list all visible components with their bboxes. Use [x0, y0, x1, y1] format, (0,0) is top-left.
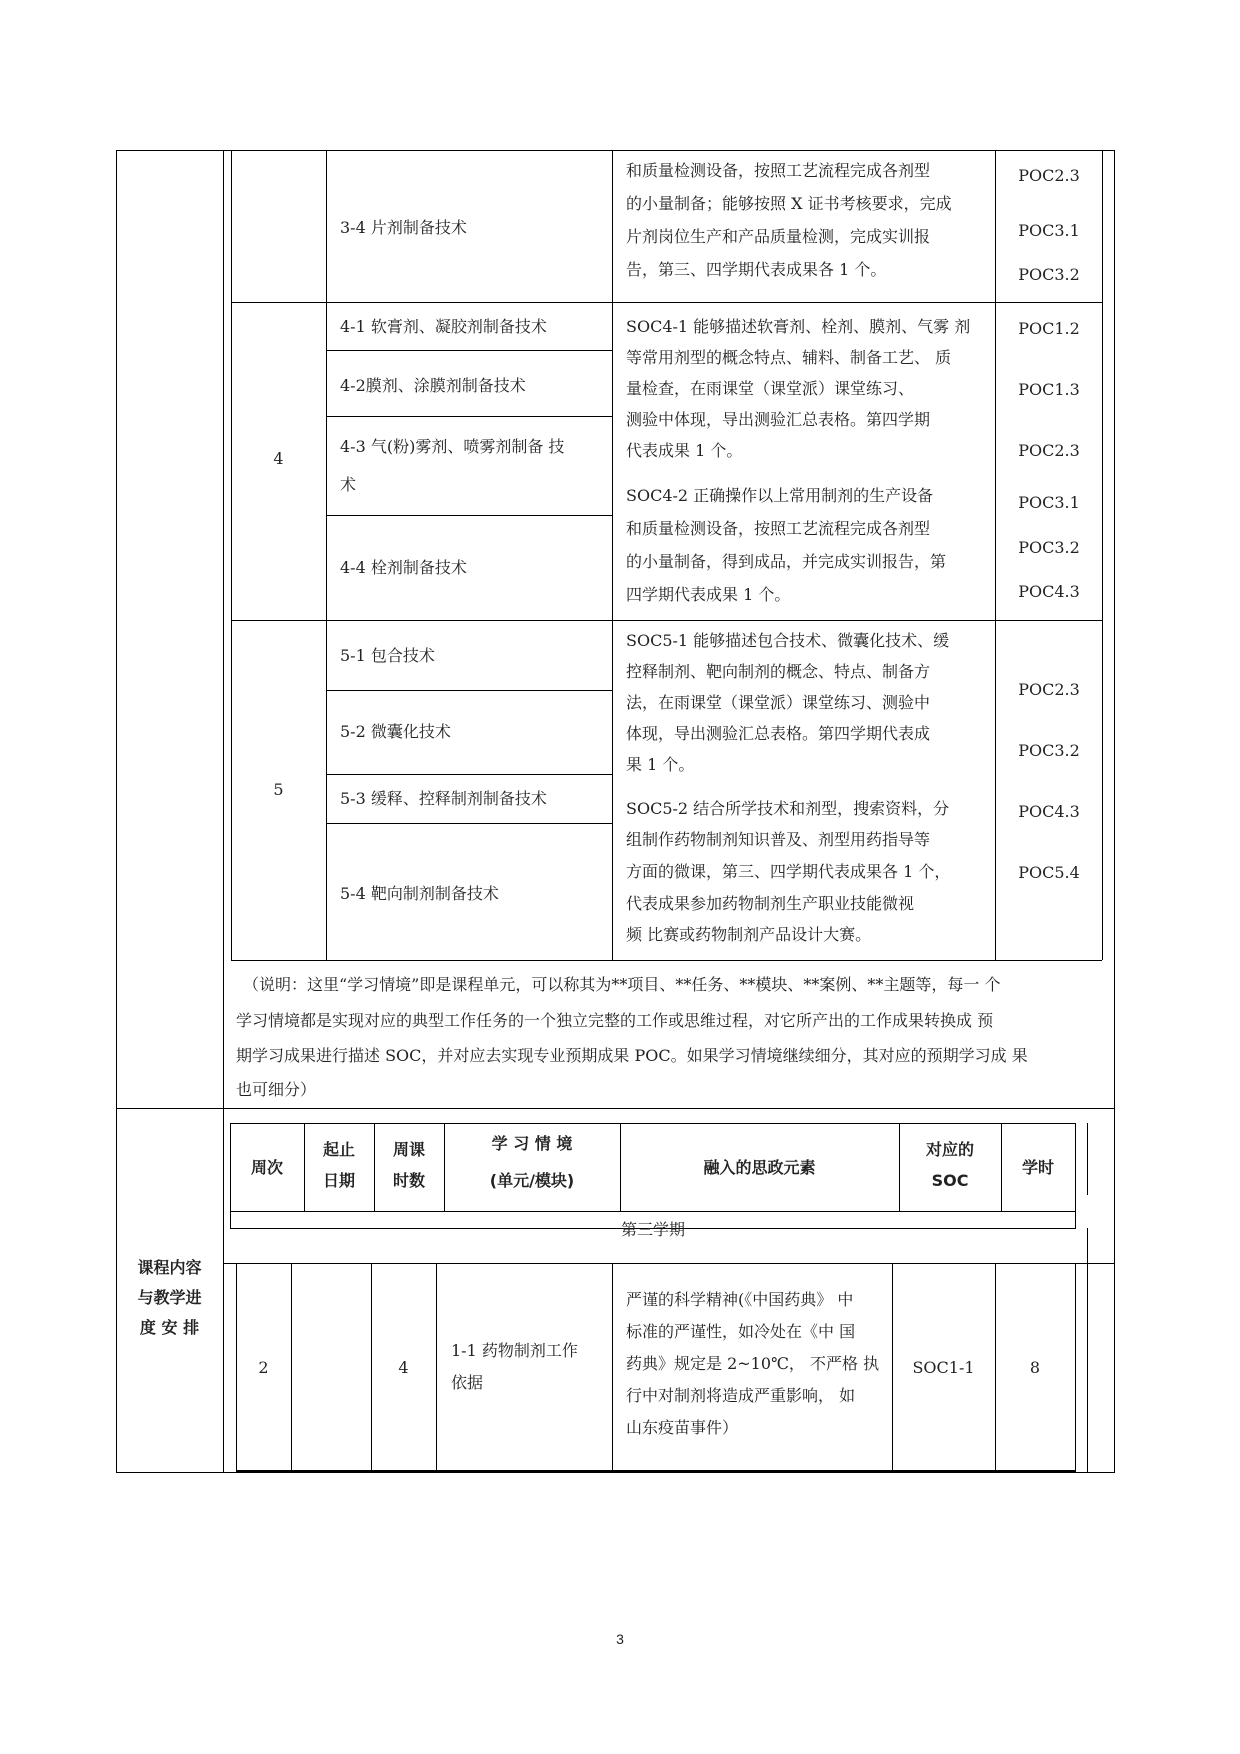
unit-4-3: 4-3 气(粉)雾剂、喷雾剂制备 技	[340, 437, 565, 456]
header-hours-per-week-2: 时数	[392, 1171, 425, 1190]
poc-item: POC3.2	[1018, 265, 1080, 284]
note-line: （说明：这里“学习情境”即是课程单元，可以称其为**项目、**任务、**模块、**案例、**主题等，每一 个	[243, 975, 1001, 994]
soc-line: 的小量制备，得到成品，并完成实训报告，第	[626, 552, 947, 571]
soc-line: 量检查，在雨课堂（课堂派）课堂练习、	[626, 379, 915, 398]
poc-item: POC2.3	[1018, 680, 1080, 699]
cell-situation: 1-1 药物制剂工作	[451, 1341, 578, 1360]
header-situation: 学 习 情 境	[491, 1134, 573, 1153]
cell-hours-per-week: 4	[398, 1358, 409, 1377]
cell-hours: 8	[1029, 1358, 1041, 1377]
unit-group-number: 4	[273, 449, 284, 468]
poc-item: POC1.3	[1018, 380, 1080, 399]
soc-line: 控释制剂、靶向制剂的概念、特点、制备方	[626, 662, 931, 681]
ideology-line: 严谨的科学精神(《中国药典》 中	[626, 1290, 854, 1309]
page-number: 3	[616, 1631, 624, 1647]
soc-line: 代表成果 1 个。	[626, 441, 743, 460]
unit-5-1: 5-1 包合技术	[340, 646, 435, 665]
soc-line: SOC4-2 正确操作以上常用制剂的生产设备	[626, 486, 934, 505]
soc-line: 方面的微课，第三、四学期代表成果各 1 个，	[626, 862, 951, 881]
ideology-line: 标准的严谨性，如冷处在《中 国	[626, 1322, 856, 1341]
unit-group-number: 5	[273, 780, 284, 799]
soc-line: 频 比赛或药物制剂产品设计大赛。	[626, 925, 872, 944]
header-hours-per-week: 周课	[392, 1140, 425, 1159]
soc-line: 和质量检测设备，按照工艺流程完成各剂型	[626, 161, 931, 180]
cell-soc: SOC1-1	[912, 1358, 975, 1377]
header-soc-2: SOC	[931, 1171, 969, 1190]
note-line: 学习情境都是实现对应的典型工作任务的一个独立完整的工作或思维过程，对它所产出的工作成果转换成 预	[236, 1011, 994, 1030]
soc-line: 果 1 个。	[626, 755, 695, 774]
cell-situation-2: 依据	[451, 1373, 484, 1392]
header-dates: 起止	[322, 1140, 355, 1159]
header-soc: 对应的	[925, 1140, 974, 1159]
soc-line: 告，第三、四学期代表成果各 1 个。	[626, 260, 887, 279]
soc-line: 等常用剂型的概念特点、辅料、制备工艺、 质	[626, 348, 952, 367]
section-label-line: 度 安 排	[139, 1318, 200, 1337]
unit-3-4: 3-4 片剂制备技术	[340, 218, 467, 237]
soc-line: SOC5-1 能够描述包合技术、微囊化技术、缓	[626, 631, 950, 650]
unit-5-4: 5-4 靶向制剂制备技术	[340, 884, 499, 903]
ideology-line: 行中对制剂将造成严重影响， 如	[626, 1386, 856, 1405]
ideology-line: 药典》规定是 2~10℃， 不严格 执	[626, 1354, 880, 1373]
header-situation-2: (单元/模块)	[489, 1171, 575, 1190]
note-line: 期学习成果进行描述 SOC，并对应去实现专业预期成果 POC。如果学习情境继续细分，其对应的预期学习成 果	[236, 1046, 1028, 1065]
unit-4-4: 4-4 栓剂制备技术	[340, 558, 467, 577]
poc-item: POC2.3	[1018, 166, 1080, 185]
ideology-line: 山东疫苗事件）	[626, 1418, 739, 1437]
poc-item: POC3.2	[1018, 741, 1080, 760]
soc-line: SOC5-2 结合所学技术和剂型，搜索资料，分	[626, 799, 950, 818]
poc-item: POC3.1	[1018, 221, 1080, 240]
unit-4-3-cont: 术	[340, 475, 357, 494]
soc-line: 组制作药物制剂知识普及、剂型用药指导等	[626, 830, 931, 849]
soc-line: 的小量制备；能够按照 X 证书考核要求，完成	[626, 194, 952, 213]
header-dates-2: 日期	[322, 1171, 355, 1190]
unit-4-2: 4-2膜剂、涂膜剂制备技术	[340, 376, 526, 395]
poc-item: POC1.2	[1018, 319, 1080, 338]
poc-item: POC2.3	[1018, 441, 1080, 460]
poc-item: POC4.3	[1018, 582, 1080, 601]
cell-week: 2	[258, 1358, 269, 1377]
unit-5-3: 5-3 缓释、控释制剂制备技术	[340, 789, 547, 808]
header-week: 周次	[250, 1158, 283, 1177]
semester-label: 第三学期	[620, 1220, 685, 1239]
soc-line: 体现，导出测验汇总表格。第四学期代表成	[626, 724, 931, 743]
soc-line: 测验中体现，导出测验汇总表格。第四学期	[626, 410, 931, 429]
soc-line: 四学期代表成果 1 个。	[626, 585, 791, 604]
soc-line: SOC4-1 能够描述软膏剂、栓剂、膜剂、气雾 剂	[626, 317, 971, 336]
header-ideology: 融入的思政元素	[703, 1158, 816, 1177]
poc-item: POC5.4	[1018, 863, 1080, 882]
soc-line: 法，在雨课堂（课堂派）课堂练习、测验中	[626, 693, 931, 712]
unit-4-1: 4-1 软膏剂、凝胶剂制备技术	[340, 317, 547, 336]
note-line: 也可细分）	[236, 1080, 317, 1099]
poc-item: POC3.2	[1018, 538, 1080, 557]
soc-line: 代表成果参加药物制剂生产职业技能微视	[626, 894, 915, 913]
soc-line: 片剂岗位生产和产品质量检测，完成实训报	[626, 227, 931, 246]
section-label-line: 课程内容	[137, 1258, 202, 1277]
header-hours: 学时	[1021, 1158, 1054, 1177]
section-label-line: 与教学进	[137, 1288, 202, 1307]
soc-line: 和质量检测设备，按照工艺流程完成各剂型	[626, 519, 931, 538]
poc-item: POC3.1	[1018, 493, 1080, 512]
poc-item: POC4.3	[1018, 802, 1080, 821]
unit-5-2: 5-2 微囊化技术	[340, 722, 451, 741]
